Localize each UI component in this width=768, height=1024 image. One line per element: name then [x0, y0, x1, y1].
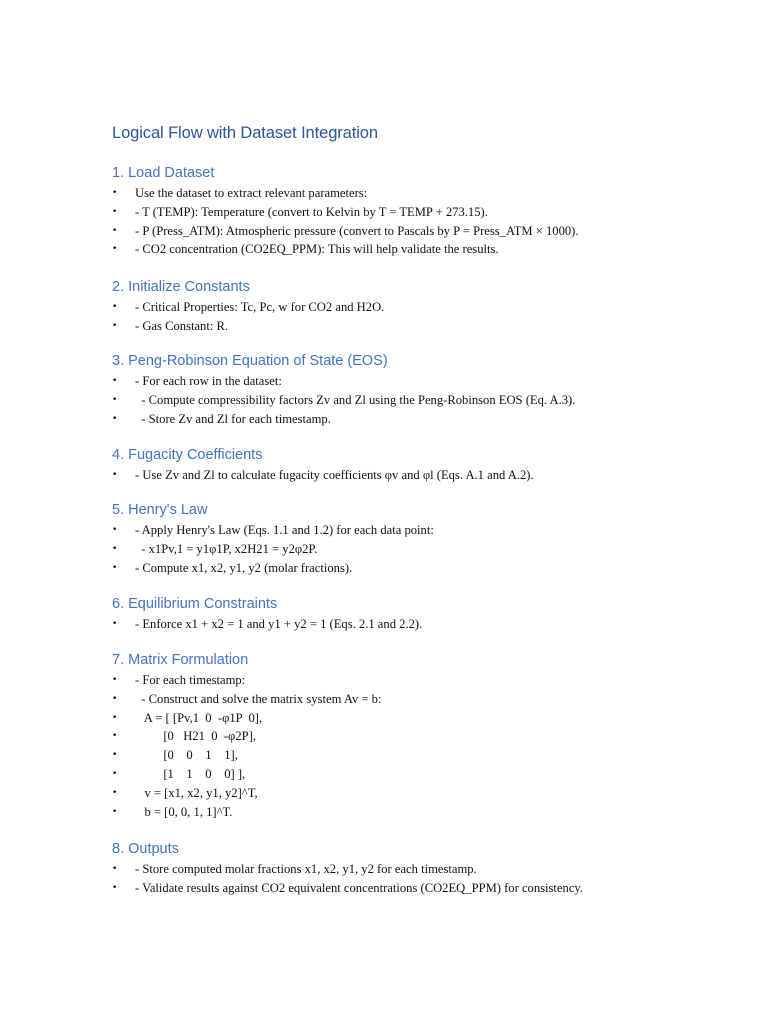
bullet-icon: • — [112, 562, 118, 573]
list-item-text: - Compute x1, x2, y1, y2 (molar fractions). — [135, 560, 353, 575]
list-item-text: - Use Zv and Zl to calculate fugacity coefficients φv and φl (Eqs. A.1 and A.2). — [135, 468, 534, 482]
list-item-text: Use the dataset to extract relevant parameters: — [135, 186, 368, 200]
bullet-icon: • — [112, 675, 118, 685]
list-item — [112, 803, 732, 822]
list-item-text: - CO2 concentration (CO2EQ_PPM): This will help validate the results. — [135, 242, 499, 257]
list-item-text: - Critical Properties: Tc, Pc, w for CO2 and H2O. — [135, 300, 385, 314]
bullet-icon: • — [112, 882, 118, 893]
section-8 — [112, 838, 732, 898]
list-item-text: A = [ [Pv,1 0 -φ1P 0], — [135, 710, 263, 725]
section-heading: 6. Equilibrium Constraints — [112, 596, 278, 612]
list-item-text: - Compute compressibility factors Zv and Zl using the Peng-Robinson EOS (Eq. A.3). — [135, 392, 576, 407]
section-5 — [112, 499, 732, 577]
list-item — [112, 559, 732, 578]
list-item — [112, 727, 732, 746]
section-heading: 2. Initialize Constants — [112, 279, 250, 295]
list-item-text: [0 0 1 1], — [135, 748, 238, 763]
list-item-text: - x1Pv,1 = y1φ1P, x2H21 = y2φ2P. — [135, 541, 318, 556]
list-item — [112, 222, 732, 241]
section-3 — [112, 350, 732, 428]
section-1 — [112, 162, 732, 259]
bullet-icon: • — [112, 320, 118, 331]
list-item — [112, 690, 732, 709]
bullet-icon: • — [112, 413, 118, 424]
bullet-icon: • — [112, 731, 118, 742]
bullet-icon: • — [112, 768, 118, 779]
bullet-icon: • — [112, 693, 118, 704]
list-item-text: - For each row in the dataset: — [135, 374, 282, 388]
list-item — [112, 466, 732, 485]
section-2 — [112, 276, 732, 336]
bullet-icon: • — [112, 394, 118, 405]
list-item-text: v = [x1, x2, y1, y2]^T, — [135, 785, 258, 800]
bullet-icon: • — [112, 225, 118, 236]
list-item — [112, 784, 732, 803]
list-item-text: [0 H21 0 -φ2P], — [135, 729, 256, 744]
bullet-icon: • — [112, 712, 118, 723]
list-item-text: - For each timestamp: — [135, 673, 246, 687]
list-item-text: [1 1 0 0] ], — [135, 766, 246, 781]
bullet-icon: • — [112, 750, 118, 761]
list-item-text: - Enforce x1 + x2 = 1 and y1 + y2 = 1 (Eqs. 2.1 and 2.2). — [135, 617, 423, 631]
bullet-icon: • — [112, 543, 118, 554]
bullet-icon: • — [112, 302, 118, 312]
list-item — [112, 709, 732, 728]
list-item — [112, 317, 732, 336]
list-item — [112, 765, 732, 784]
list-item — [112, 671, 732, 690]
list-item — [112, 298, 732, 317]
list-item — [112, 240, 732, 259]
bullet-icon: • — [112, 806, 118, 817]
bullet-icon: • — [112, 619, 118, 629]
section-heading: 1. Load Dataset — [112, 165, 215, 181]
bullet-icon: • — [112, 525, 118, 535]
list-item — [112, 879, 732, 898]
list-item-text: - Construct and solve the matrix system Av = b: — [135, 691, 382, 706]
section-7 — [112, 649, 732, 821]
list-item — [112, 521, 732, 540]
list-item-text: - Validate results against CO2 equivalent concentrations (CO2EQ_PPM) for consistency. — [135, 880, 584, 895]
document-title: Logical Flow with Dataset Integration — [112, 124, 378, 142]
bullet-icon: • — [112, 470, 118, 480]
list-item — [112, 372, 732, 391]
bullet-icon: • — [112, 188, 118, 198]
list-item — [112, 410, 732, 429]
list-item-text: b = [0, 0, 1, 1]^T. — [135, 804, 233, 819]
list-item — [112, 860, 732, 879]
list-item-text: - Apply Henry's Law (Eqs. 1.1 and 1.2) for each data point: — [135, 523, 434, 537]
list-item-text: - T (TEMP): Temperature (convert to Kelvin by T = TEMP + 273.15). — [135, 204, 488, 219]
list-item-text: - P (Press_ATM): Atmospheric pressure (convert to Pascals by P = Press_ATM × 1000). — [135, 223, 579, 238]
list-item — [112, 184, 732, 203]
section-heading: 7. Matrix Formulation — [112, 652, 249, 668]
list-item-text: - Gas Constant: R. — [135, 318, 229, 333]
list-item-text: - Store Zv and Zl for each timestamp. — [135, 411, 331, 426]
list-item — [112, 391, 732, 410]
section-6 — [112, 593, 732, 634]
section-heading: 8. Outputs — [112, 841, 179, 857]
section-heading: 5. Henry's Law — [112, 502, 208, 518]
list-item — [112, 746, 732, 765]
list-item — [112, 203, 732, 222]
section-heading: 4. Fugacity Coefficients — [112, 447, 263, 463]
section-4 — [112, 444, 732, 485]
bullet-icon: • — [112, 787, 118, 798]
list-item — [112, 540, 732, 559]
bullet-icon: • — [112, 244, 118, 255]
section-heading: 3. Peng-Robinson Equation of State (EOS) — [112, 353, 388, 369]
list-item-text: - Store computed molar fractions x1, x2, y1, y2 for each timestamp. — [135, 862, 477, 876]
bullet-icon: • — [112, 864, 118, 874]
bullet-icon: • — [112, 376, 118, 386]
bullet-icon: • — [112, 206, 118, 217]
list-item — [112, 615, 732, 634]
